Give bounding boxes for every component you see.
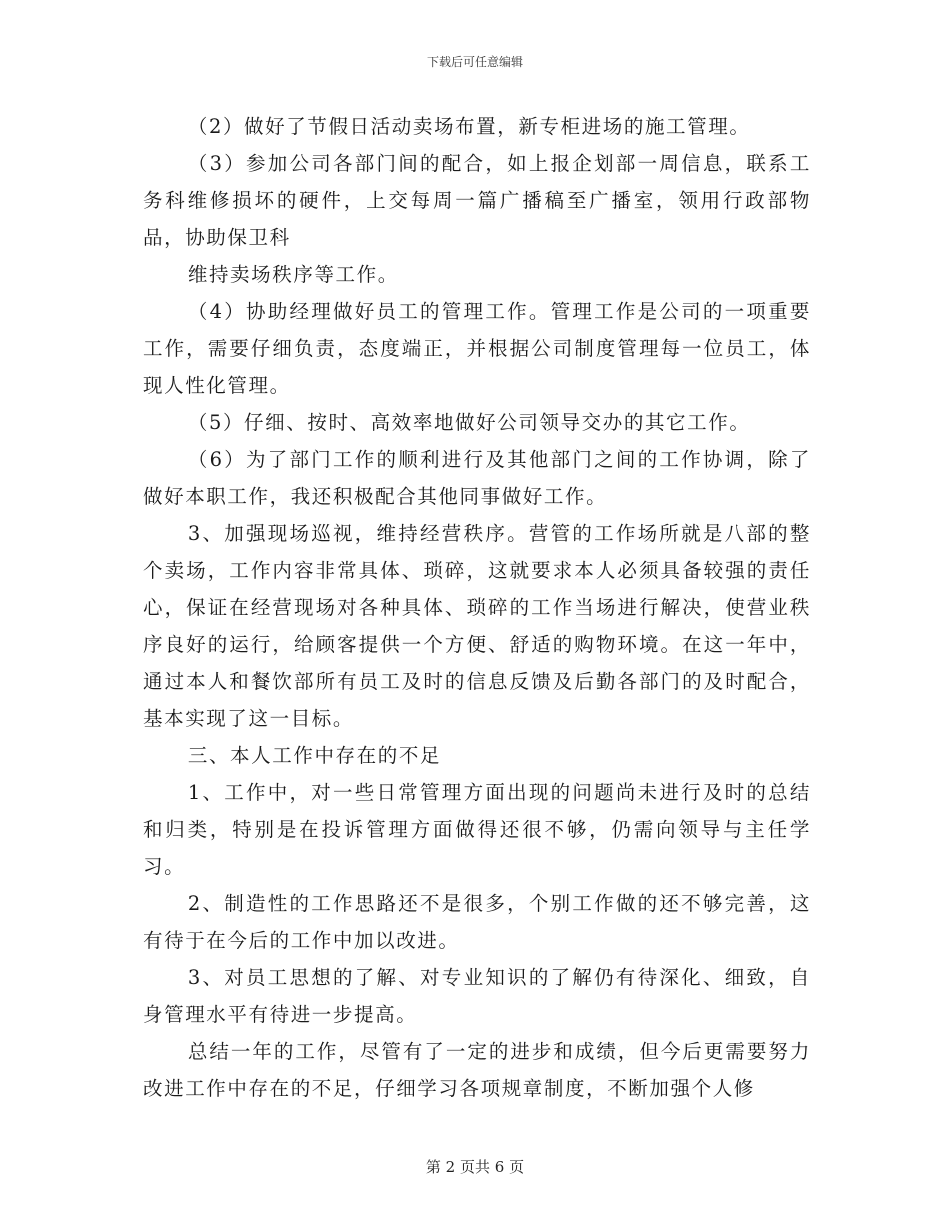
paragraph-shortcoming-2: 2、制造性的工作思路还不是很多，个别工作做的还不够完善，这有待于在今后的工作中加以改进。 (143, 892, 811, 952)
paragraph-item-3-continued: 维持卖场秩序等工作。 (187, 263, 399, 286)
paragraph-item-2: （2）做好了节假日活动卖场布置，新专柜进场的施工管理。 (187, 115, 751, 138)
paragraph-item-4: （4）协助经理做好员工的管理工作。管理工作是公司的一项重要工作，需要仔细负责，态度端正，并根据公司制度管理每一位员工，体现人性化管理。 (143, 300, 811, 397)
paragraph-item-5: （5）仔细、按时、高效率地做好公司领导交办的其它工作。 (187, 411, 751, 434)
page-header-note: 下载后可任意编辑 (426, 55, 523, 69)
paragraph-summary: 总结一年的工作，尽管有了一定的进步和成绩，但今后更需要努力改进工作中存在的不足，仔细学习各项规章制度，不断加强个人修 (143, 1040, 811, 1100)
section-heading-shortcomings: 三、本人工作中存在的不足 (187, 744, 442, 767)
paragraph-item-3: （3）参加公司各部门间的配合，如上报企划部一周信息，联系工务科维修损坏的硬件，上交每周一篇广播稿至广播室，领用行政部物品，协助保卫科 (143, 152, 811, 249)
document-body (143, 108, 811, 1107)
paragraph-shortcoming-1: 1、工作中，对一些日常管理方面出现的问题尚未进行及时的总结和归类，特别是在投诉管理方面做得还很不够，仍需向领导与主任学习。 (143, 781, 811, 878)
paragraph-shortcoming-3: 3、对员工思想的了解、对专业知识的了解仍有待深化、细致，自身管理水平有待进一步提高。 (143, 966, 811, 1026)
paragraph-section-3: 3、加强现场巡视，维持经营秩序。营管的工作场所就是八部的整个卖场，工作内容非常具体、琐碎，这就要求本人必须具备较强的责任心，保证在经营现场对各种具体、琐碎的工作当场进行解决，使营业秩序良好的运行，给顾客提供一个方便、舒适的购物环境。在这一年中，通过本人和餐饮部所有员工及时的信息反馈及后勤各部门的及时配合，基本实现了这一目标。 (143, 522, 811, 730)
paragraph-item-6: （6）为了部门工作的顺利进行及其他部门之间的工作协调，除了做好本职工作，我还积极配合其他同事做好工作。 (143, 448, 811, 508)
page-footer-number: 第 2 页共 6 页 (425, 1158, 525, 1176)
